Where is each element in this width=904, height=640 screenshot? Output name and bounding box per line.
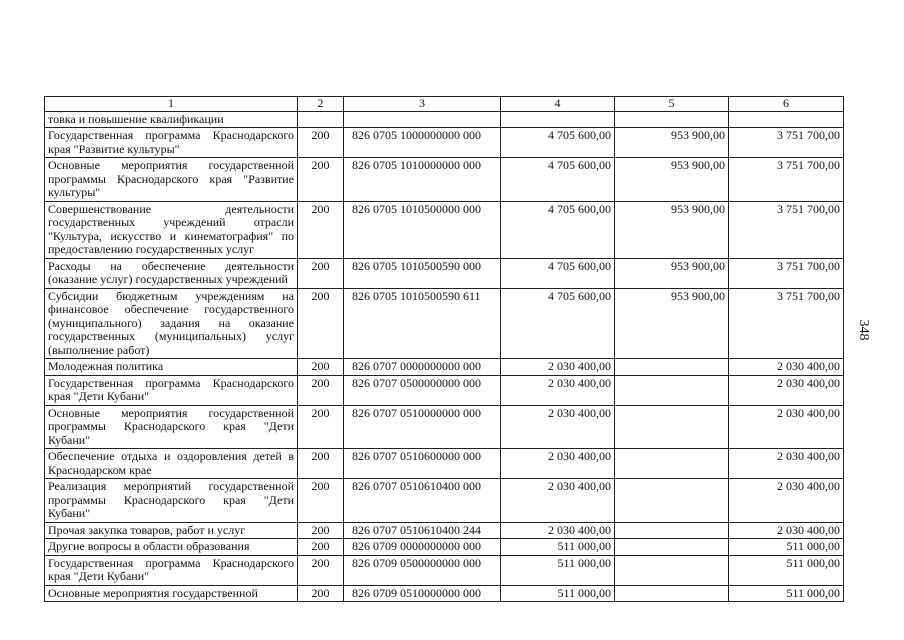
row-amount-total: 2 030 400,00 (501, 405, 615, 449)
row-amount-total: 2 030 400,00 (501, 522, 615, 539)
row-name: Обеспечение отдыха и оздоровления детей в Краснодарском крае (45, 449, 298, 479)
row-name: Государственная программа Краснодарского края "Развитие культуры" (45, 128, 298, 158)
table-row (45, 522, 844, 539)
row-name: Основные мероприятия государственной программы Краснодарского края "Развитие культуры" (45, 158, 298, 202)
row-code: 200 (298, 128, 344, 158)
header-col-4: 4 (501, 97, 615, 112)
row-amount-5: 953 900,00 (615, 158, 729, 202)
row-amount-total: 511 000,00 (501, 585, 615, 602)
row-amount-5: 953 900,00 (615, 201, 729, 258)
row-code: 200 (298, 288, 344, 359)
row-amount-5 (615, 449, 729, 479)
row-amount-6: 3 751 700,00 (729, 158, 844, 202)
row-code: 200 (298, 405, 344, 449)
row-code: 200 (298, 585, 344, 602)
row-amount-total: 4 705 600,00 (501, 201, 615, 258)
row-classification-code: 826 0705 1000000000 000 (344, 128, 501, 158)
table-row (45, 375, 844, 405)
row-amount-5 (615, 479, 729, 523)
row-classification-code: 826 0707 0510600000 000 (344, 449, 501, 479)
row-amount-total: 2 030 400,00 (501, 359, 615, 376)
row-amount-5 (615, 585, 729, 602)
table-row (45, 405, 844, 449)
row-classification-code (344, 111, 501, 128)
row-amount-6: 511 000,00 (729, 585, 844, 602)
row-amount-5 (615, 405, 729, 449)
row-classification-code: 826 0707 0510000000 000 (344, 405, 501, 449)
table-row (45, 128, 844, 158)
table-row (45, 585, 844, 602)
budget-table (44, 96, 844, 602)
row-classification-code: 826 0705 1010500000 000 (344, 201, 501, 258)
header-col-6: 6 (729, 97, 844, 112)
row-amount-5 (615, 111, 729, 128)
row-classification-code: 826 0709 0500000000 000 (344, 555, 501, 585)
row-name: Основные мероприятия государственной (45, 585, 298, 602)
row-amount-6: 3 751 700,00 (729, 288, 844, 359)
table-body (45, 97, 844, 602)
row-classification-code: 826 0709 0510000000 000 (344, 585, 501, 602)
row-amount-5: 953 900,00 (615, 288, 729, 359)
page-number: 348 (856, 319, 871, 341)
row-amount-5: 953 900,00 (615, 128, 729, 158)
row-classification-code: 826 0705 1010000000 000 (344, 158, 501, 202)
row-amount-total: 4 705 600,00 (501, 128, 615, 158)
row-amount-5 (615, 522, 729, 539)
row-classification-code: 826 0705 1010500590 000 (344, 258, 501, 288)
table-header-row (45, 97, 844, 112)
row-amount-6: 2 030 400,00 (729, 405, 844, 449)
row-amount-total (501, 111, 615, 128)
row-name: Прочая закупка товаров, работ и услуг (45, 522, 298, 539)
table-row (45, 201, 844, 258)
row-amount-total: 511 000,00 (501, 539, 615, 556)
row-name: Субсидии бюджетным учреждениям на финансовое обеспечение государственного (муниципального) задания на оказание государственных (муниципальных) услуг (выполнение работ) (45, 288, 298, 359)
row-classification-code: 826 0709 0000000000 000 (344, 539, 501, 556)
row-amount-total: 2 030 400,00 (501, 449, 615, 479)
row-name: Расходы на обеспечение деятельности (оказание услуг) государственных учреждений (45, 258, 298, 288)
row-amount-total: 4 705 600,00 (501, 288, 615, 359)
row-code: 200 (298, 522, 344, 539)
header-col-3: 3 (344, 97, 501, 112)
row-amount-6: 3 751 700,00 (729, 128, 844, 158)
table-row (45, 158, 844, 202)
row-code: 200 (298, 375, 344, 405)
header-col-5: 5 (615, 97, 729, 112)
row-classification-code: 826 0707 0000000000 000 (344, 359, 501, 376)
row-code: 200 (298, 539, 344, 556)
row-amount-total: 511 000,00 (501, 555, 615, 585)
header-col-1: 1 (45, 97, 298, 112)
row-code: 200 (298, 479, 344, 523)
row-name: Молодежная политика (45, 359, 298, 376)
row-classification-code: 826 0705 1010500590 611 (344, 288, 501, 359)
row-code (298, 111, 344, 128)
row-name: товка и повышение квалификации (45, 111, 298, 128)
row-name: Реализация мероприятий государственной программы Краснодарского края "Дети Кубани" (45, 479, 298, 523)
row-name: Другие вопросы в области образования (45, 539, 298, 556)
row-amount-total: 4 705 600,00 (501, 258, 615, 288)
row-amount-6: 511 000,00 (729, 539, 844, 556)
row-amount-6: 2 030 400,00 (729, 449, 844, 479)
row-amount-6 (729, 111, 844, 128)
row-code: 200 (298, 359, 344, 376)
row-amount-6: 511 000,00 (729, 555, 844, 585)
row-amount-5: 953 900,00 (615, 258, 729, 288)
row-code: 200 (298, 258, 344, 288)
row-amount-5 (615, 555, 729, 585)
row-code: 200 (298, 449, 344, 479)
row-amount-6: 2 030 400,00 (729, 479, 844, 523)
table-row (45, 539, 844, 556)
table-row (45, 359, 844, 376)
header-col-2: 2 (298, 97, 344, 112)
row-amount-total: 2 030 400,00 (501, 375, 615, 405)
row-code: 200 (298, 201, 344, 258)
row-amount-6: 3 751 700,00 (729, 258, 844, 288)
row-amount-total: 4 705 600,00 (501, 158, 615, 202)
table-row (45, 449, 844, 479)
row-classification-code: 826 0707 0510610400 244 (344, 522, 501, 539)
row-name: Государственная программа Краснодарского края "Дети Кубани" (45, 555, 298, 585)
row-code: 200 (298, 555, 344, 585)
row-amount-6: 2 030 400,00 (729, 375, 844, 405)
table-row (45, 258, 844, 288)
row-amount-6: 2 030 400,00 (729, 522, 844, 539)
row-classification-code: 826 0707 0500000000 000 (344, 375, 501, 405)
table-row (45, 111, 844, 128)
row-amount-6: 3 751 700,00 (729, 201, 844, 258)
row-name: Основные мероприятия государственной программы Краснодарского края "Дети Кубани" (45, 405, 298, 449)
row-amount-5 (615, 359, 729, 376)
table-row (45, 288, 844, 359)
table-row (45, 479, 844, 523)
table-row (45, 555, 844, 585)
row-classification-code: 826 0707 0510610400 000 (344, 479, 501, 523)
row-amount-6: 2 030 400,00 (729, 359, 844, 376)
row-name: Государственная программа Краснодарского края "Дети Кубани" (45, 375, 298, 405)
row-amount-5 (615, 539, 729, 556)
row-code: 200 (298, 158, 344, 202)
row-name: Совершенствование деятельности государственных учреждений отрасли "Культура, искусство и кинематография" по предоставлению государственных услуг (45, 201, 298, 258)
row-amount-total: 2 030 400,00 (501, 479, 615, 523)
row-amount-5 (615, 375, 729, 405)
